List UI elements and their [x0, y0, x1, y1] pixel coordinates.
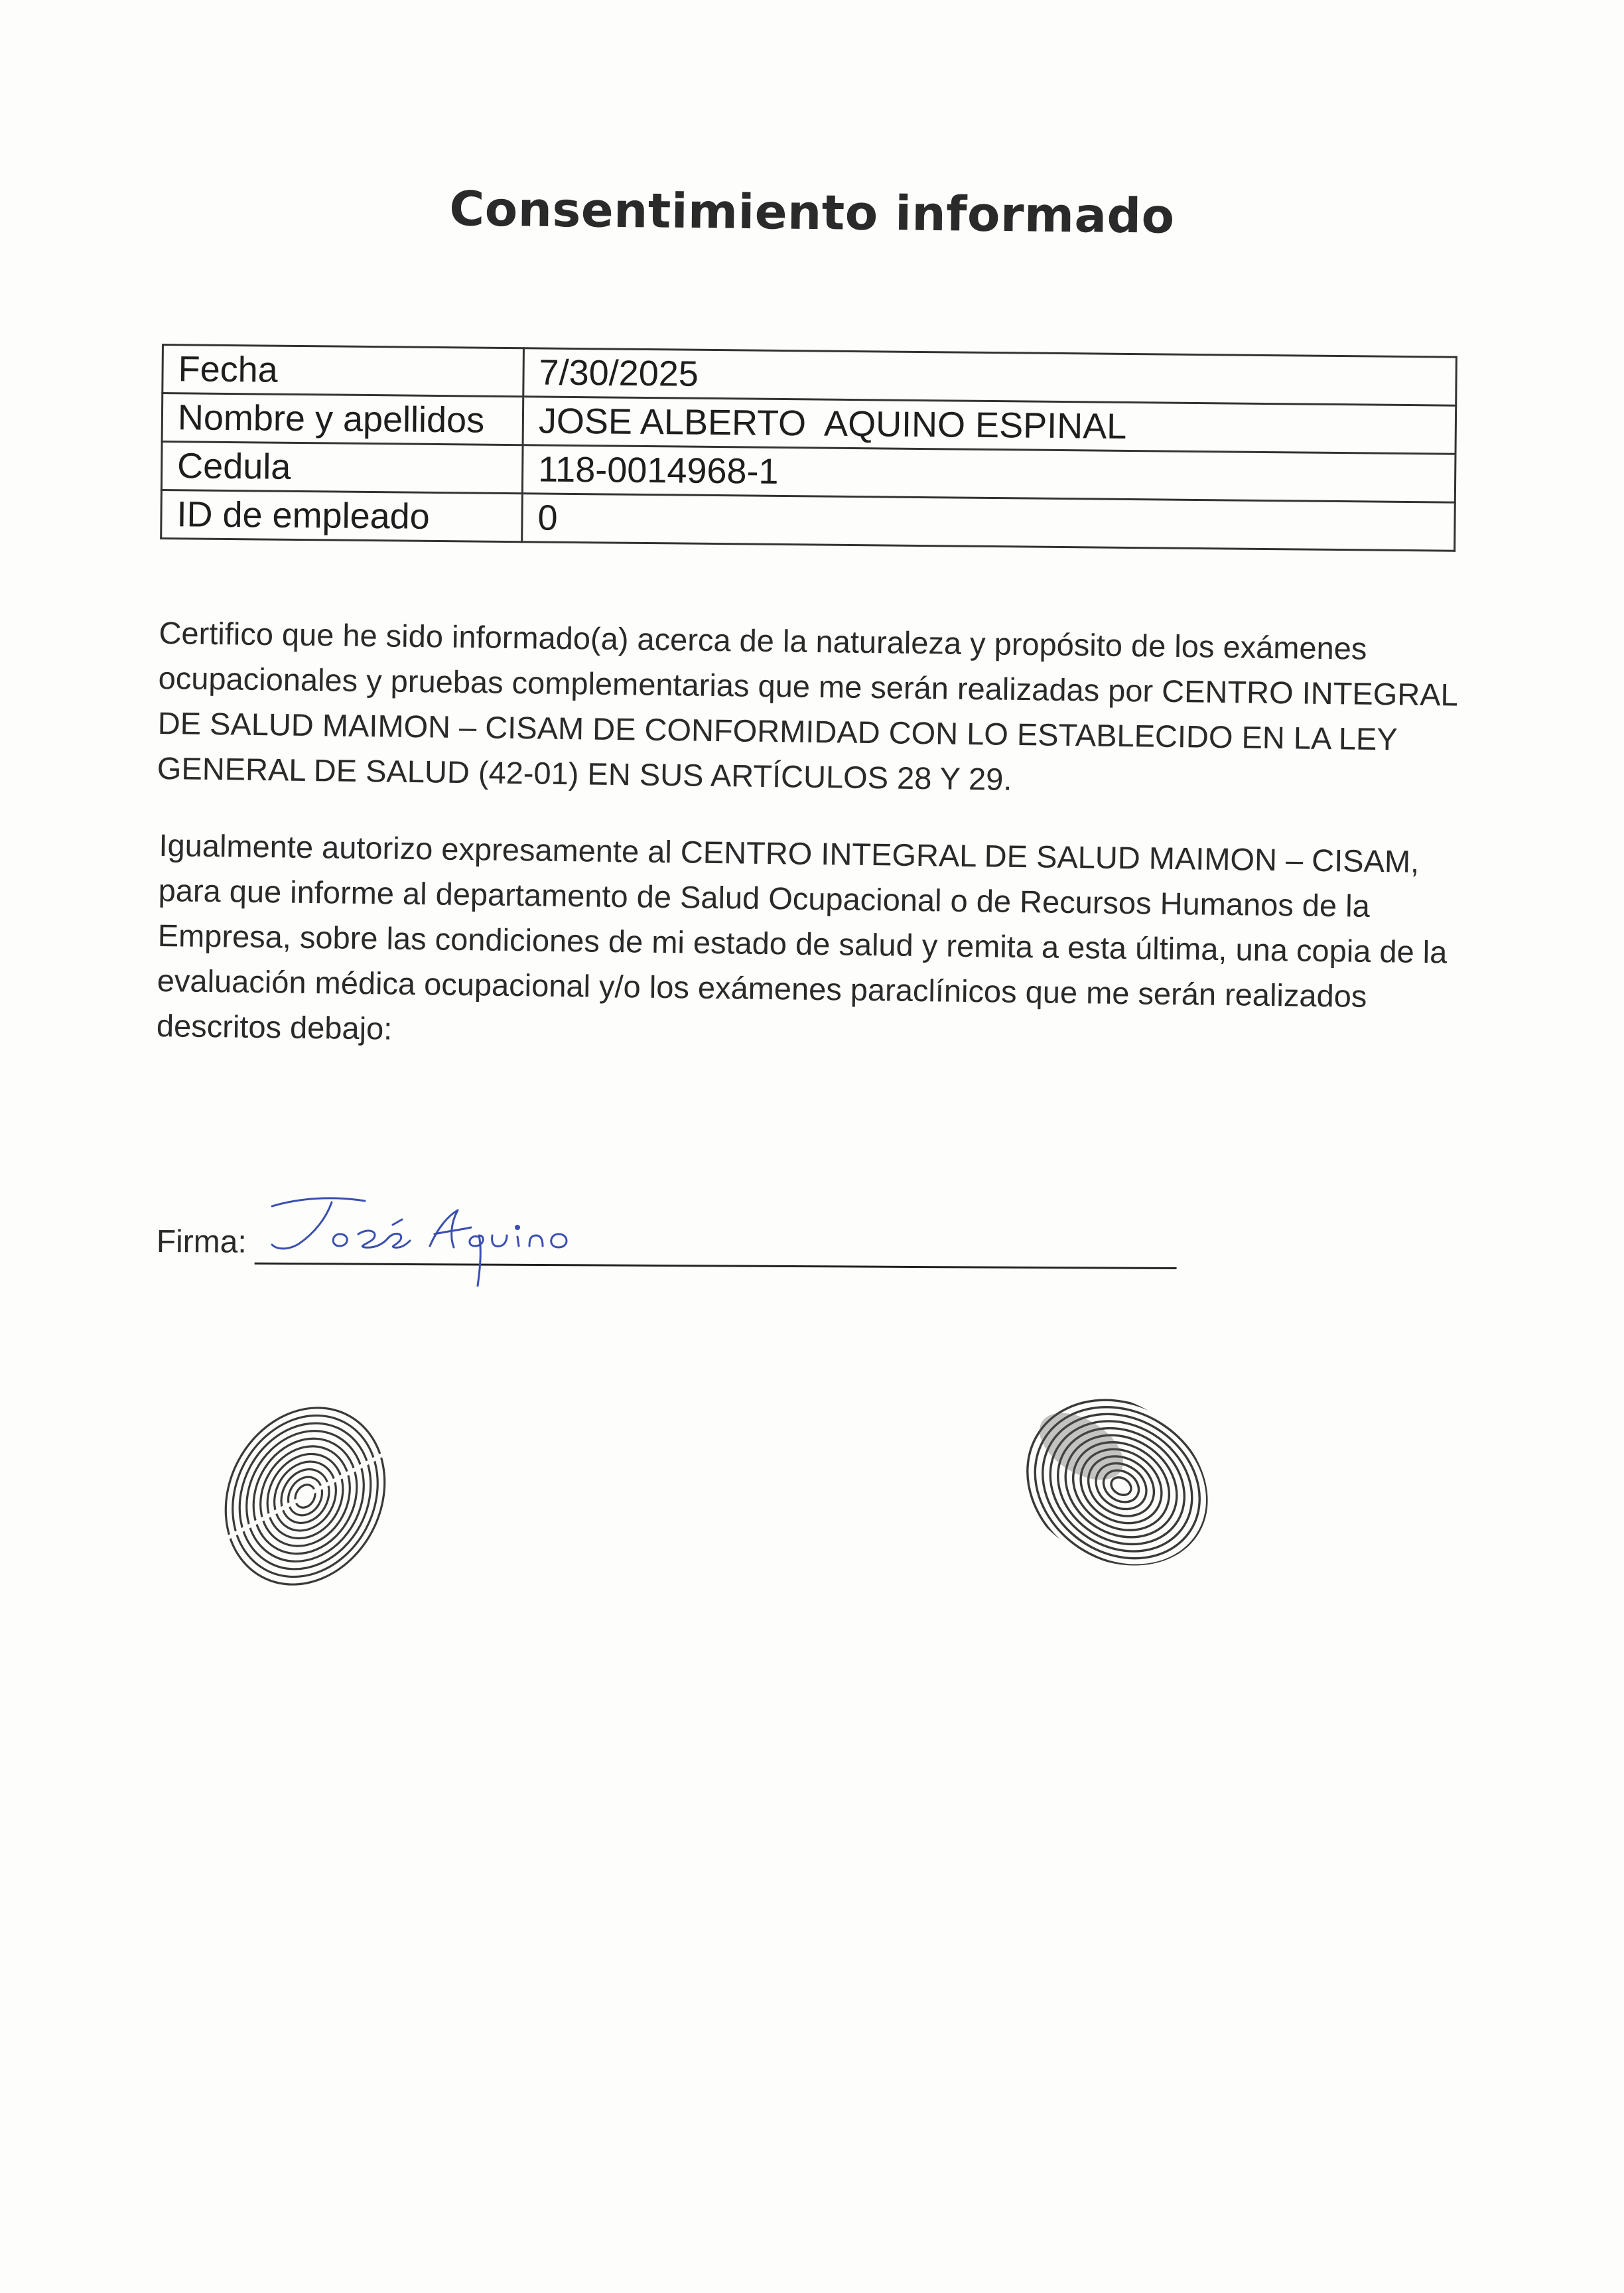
field-value-cedula: 118-0014968-1	[522, 445, 1455, 502]
field-label-cedula: Cedula	[161, 442, 523, 494]
info-table	[160, 344, 1457, 552]
field-value-id-empleado: 0	[522, 494, 1455, 551]
field-value-fecha: 7/30/2025	[523, 348, 1457, 405]
fingerprint-left-icon	[206, 1387, 405, 1606]
signature-label: Firma:	[156, 1223, 247, 1260]
paragraph-text: Igualmente autorizo expresamente al CENTRO INTEGRAL DE SALUD MAIMON – CISAM, para que informe al departamento de Salud Ocupacional o de Recursos Humanos de la Empresa, sobre las condiciones de mi estado de salud y remita a esta última, una copia de la evaluación médica ocupacional y/o los exámenes paraclínicos que me serán realizados descritos debajo:	[156, 827, 1448, 1046]
field-value-nombre: JOSE ALBERTO AQUINO ESPINAL	[523, 397, 1456, 454]
paragraph-text: Certifico que he sido informado(a) acerca de la naturaleza y propósito de los exámenes ocupacionales y pruebas complementarias que me serán realizadas por CENTRO INTEGRAL DE SALUD MAIMON – CISAM DE CONFORMIDAD CON LO ESTABLECIDO EN LA LEY GENERAL DE SALUD (42-01) EN SUS ARTÍCULOS 28 Y 29.	[157, 614, 1457, 797]
consent-paragraph-2	[157, 823, 1459, 1066]
field-label-id-empleado: ID de empleado	[161, 490, 523, 542]
field-label-nombre: Nombre y apellidos	[162, 393, 523, 445]
fingerprint-right-icon	[1002, 1373, 1221, 1586]
consent-paragraph-1	[157, 610, 1459, 808]
document-title: Consentimiento informado	[448, 180, 1176, 244]
field-label-fecha: Fecha	[163, 345, 524, 397]
handwritten-signature	[252, 1181, 624, 1294]
